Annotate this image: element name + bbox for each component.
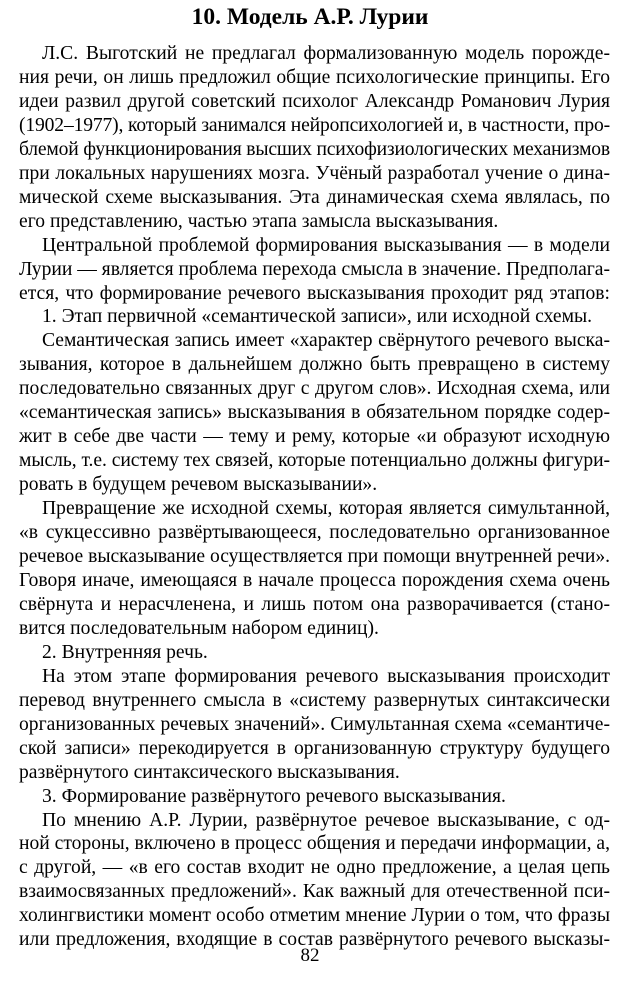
text-line: блемой функционирования высших психофизиологических механизмов bbox=[19, 138, 610, 160]
text-line: мысль, т.е. систему тех связей, которые потенциально должны фигури- bbox=[19, 450, 610, 472]
text-line: вится последовательным набором единиц). bbox=[19, 617, 379, 639]
text-line: (1902–1977), который занимался нейропсихологией и, в частности, про- bbox=[19, 114, 610, 136]
text-line: речевое высказывание осуществляется при помощи внутренней речи». bbox=[19, 546, 610, 568]
text-line: ровать в будущем речевом высказывании». bbox=[19, 474, 378, 496]
text-line: зывания, которое в дальнейшем должно быть превращено в систему bbox=[19, 354, 610, 376]
text-line: ется, что формирование речевого высказывания проходит ряд этапов: bbox=[19, 282, 610, 304]
text-line: свёрнута и нерасчленена, и лишь потом она разворачивается (стано- bbox=[19, 593, 610, 615]
text-line: или предложения, входящие в состав развёрнутого речевого высказы- bbox=[19, 929, 610, 951]
text-line: организованных речевых значений». Симультанная схема «семантиче- bbox=[19, 713, 610, 735]
text-line: ской записи» перекодируется в организованную структуру будущего bbox=[19, 737, 610, 759]
text-line: Центральной проблемой формирования высказывания — в модели bbox=[42, 234, 610, 256]
text-line: перевод внутреннего смысла в «систему развернутых синтаксически bbox=[19, 689, 610, 711]
text-line: 1. Этап первичной «семантической записи», или исходной схемы. bbox=[42, 306, 593, 328]
text-line: Лурии — является проблема перехода смысла в значение. Предполага- bbox=[19, 258, 610, 280]
text-line: Л.С. Выготский не предлагал формализованную модель порожде- bbox=[42, 43, 610, 64]
text-line: последовательно связанных друг с другом слов». Исходная схема, или bbox=[19, 378, 610, 400]
text-line: жит в себе две части — тему и рему, которые «и образуют исходную bbox=[19, 426, 610, 448]
page-number: 82 bbox=[300, 945, 320, 966]
text-line: с другой, — «в его состав входит не одно предложение, а целая цепь bbox=[19, 857, 610, 879]
text-line: при локальных нарушениях мозга. Учёный разработал учение о дина- bbox=[19, 162, 610, 184]
text-line: «в сукцессивно развёртывающееся, последовательно организованное bbox=[19, 522, 610, 544]
text-line: мической схеме высказывания. Эта динамическая схема являлась, по bbox=[19, 186, 610, 208]
text-line: 2. Внутренняя речь. bbox=[42, 641, 208, 663]
text-line: По мнению А.Р. Лурии, развёрнутое речевое высказывание, с од- bbox=[42, 809, 610, 831]
text-line: идеи развил другой советский психолог Александр Романович Лурия bbox=[19, 90, 610, 112]
text-line: его представлению, частью этапа замысла высказывания. bbox=[19, 210, 499, 232]
text-line: 3. Формирование развёрнутого речевого высказывания. bbox=[42, 785, 506, 807]
text-line: Семантическая запись имеет «характер свёрнутого речевого выска- bbox=[42, 330, 610, 352]
section-title: 10. Модель А.Р. Лурии bbox=[191, 4, 429, 30]
text-line: Говоря иначе, имеющаяся в начале процесса порождения схема очень bbox=[19, 569, 610, 591]
text-line: «семантическая запись» высказывания в обязательном порядке содер- bbox=[19, 402, 610, 424]
text-line: ной стороны, включено в процесс общения и передачи информации, а, bbox=[19, 833, 610, 855]
body-text bbox=[19, 42, 610, 952]
text-line: развёрнутого синтаксического высказывания. bbox=[19, 761, 400, 783]
text-line: взаимосвязанных предложений». Как важный для отечественной пси- bbox=[19, 881, 610, 903]
text-line: ния речи, он лишь предложил общие психологические принципы. Его bbox=[19, 66, 610, 88]
text-line: Превращение же исходной схемы, которая является симультанной, bbox=[42, 498, 610, 520]
text-line: На этом этапе формирования речевого высказывания происходит bbox=[42, 665, 610, 687]
text-line: холингвистики момент особо отметим мнение Лурии о том, что фразы bbox=[19, 905, 610, 927]
